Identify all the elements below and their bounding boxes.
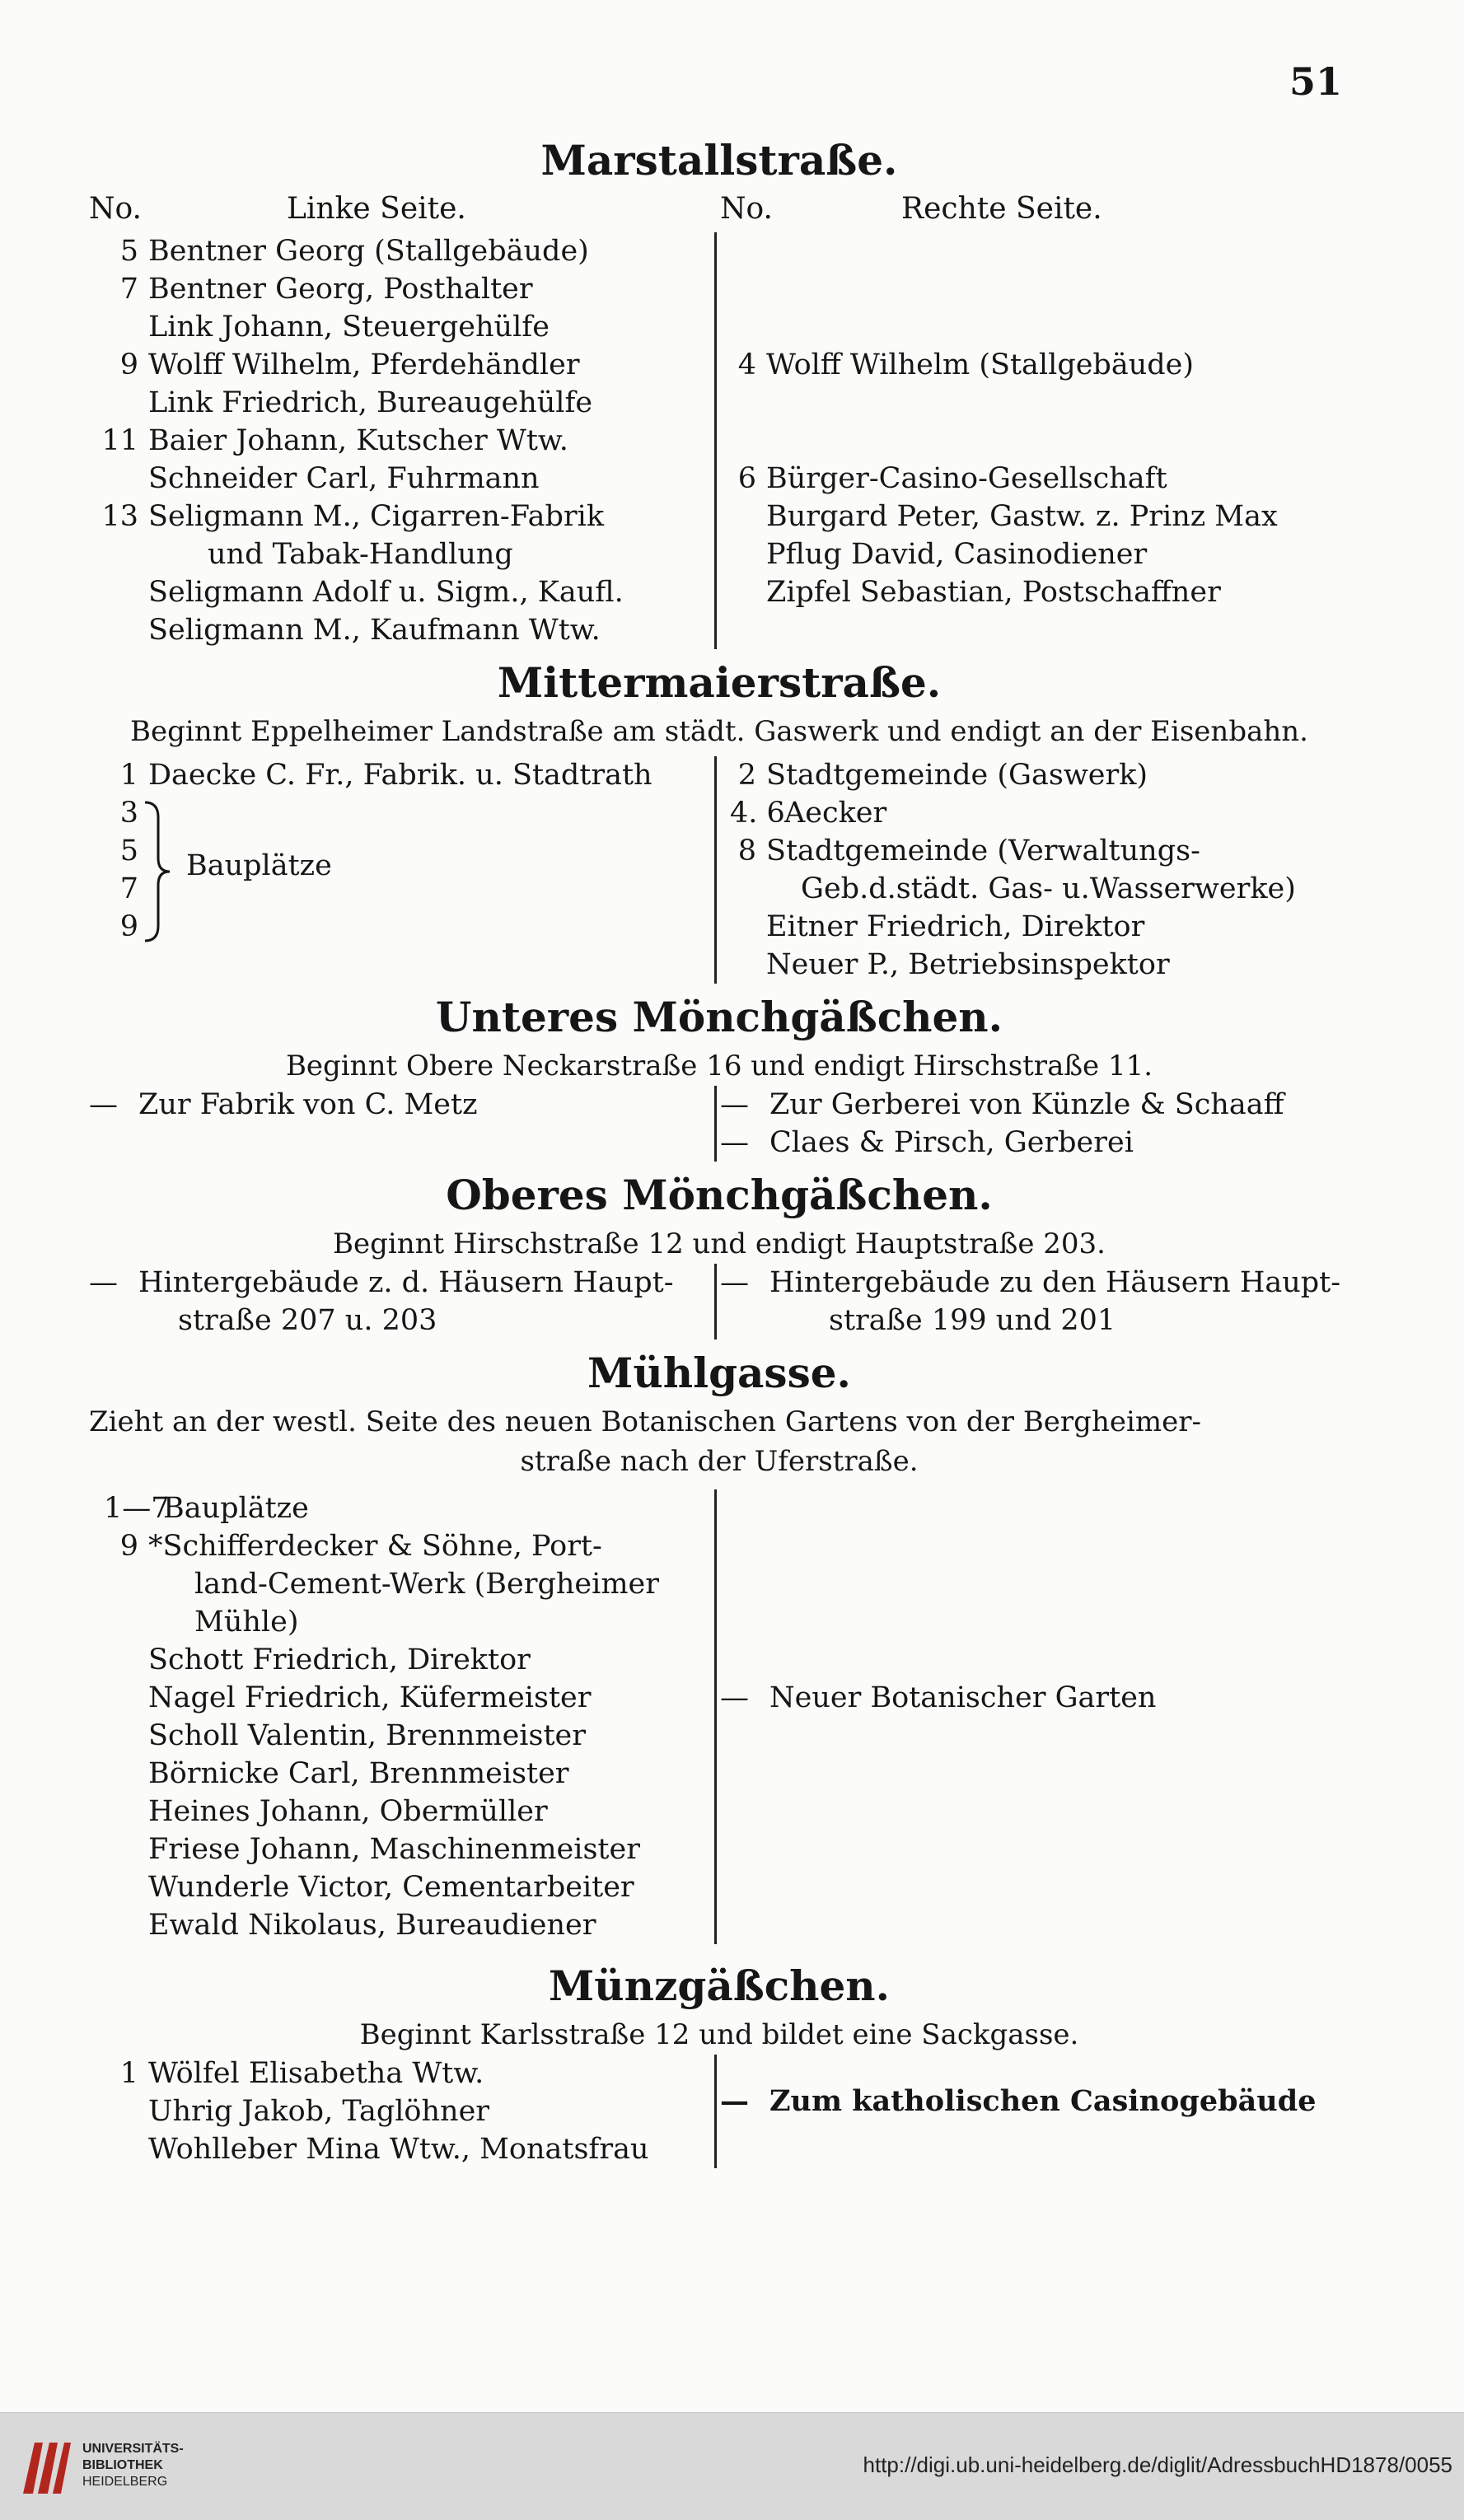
list-item: 13 Seligmann M., Cigarren-Fabrik xyxy=(101,500,605,533)
library-name: UNIVERSITÄTS- BIBLIOTHEK HEIDELBERG xyxy=(82,2442,184,2489)
list-item: Ewald Nikolaus, Bureaudiener xyxy=(148,1909,596,1942)
source-url-link[interactable]: http://digi.ub.uni-heidelberg.de/diglit/AdressbuchHD1878/0055 xyxy=(863,2452,1452,2477)
list-item: 3 xyxy=(119,797,138,830)
list-item: Schneider Carl, Fuhrmann xyxy=(148,462,540,495)
list-item: 11 Baier Johann, Kutscher Wtw. xyxy=(101,424,568,457)
bauplaetze-bracket-group xyxy=(89,794,709,946)
list-item: Schott Friedrich, Direktor xyxy=(148,1643,531,1676)
right-side-column xyxy=(717,1489,1349,1944)
left-side-column xyxy=(89,1086,717,1162)
list-item: Mühle) xyxy=(194,1606,299,1639)
list-item: Wunderle Victor, Cementarbeiter xyxy=(148,1871,634,1904)
list-item: 6 Bürger-Casino-Gesellschaft xyxy=(737,462,1167,495)
list-item: straße 207 u. 203 xyxy=(178,1304,437,1337)
street-description: Zieht an der westl. Seite des neuen Botanischen Gartens von der Bergheimer- xyxy=(89,1405,1201,1438)
list-item: — Zur Gerberei von Künzle & Schaaff xyxy=(720,1088,1284,1121)
list-item: — Neuer Botanischer Garten xyxy=(720,1681,1157,1714)
left-side-column xyxy=(89,1489,717,1944)
list-item: 9 *Schifferdecker & Söhne, Port- xyxy=(119,1530,602,1563)
footer-bar xyxy=(0,2412,1464,2520)
list-item: 1 Wölfel Elisabetha Wtw. xyxy=(119,2057,484,2090)
header-left-side: Linke Seite. xyxy=(287,192,466,226)
list-item: Link Johann, Steuergehülfe xyxy=(148,311,550,344)
list-item: — Claes & Pirsch, Gerberei xyxy=(720,1126,1134,1159)
list-item: 9 xyxy=(119,910,138,943)
street-entries-muenz xyxy=(89,2055,1349,2168)
left-side-column xyxy=(89,1264,717,1339)
list-item: Pflug David, Casinodiener xyxy=(766,538,1148,571)
university-library-logo-icon xyxy=(18,2436,76,2499)
street-description: Beginnt Obere Neckarstraße 16 und endigt Hirschstraße 11. xyxy=(285,1050,1153,1082)
page-number: 51 xyxy=(1289,59,1342,104)
list-item: Seligmann M., Kaufmann Wtw. xyxy=(148,614,601,647)
street-title-muehlgasse: Mühlgasse. xyxy=(587,1349,851,1397)
list-item: Börnicke Carl, Brennmeister xyxy=(148,1757,569,1790)
right-side-column xyxy=(717,232,1349,649)
street-entries-muehlgasse xyxy=(89,1489,1349,1944)
street-entries-mittermaier xyxy=(89,756,1349,984)
street-description: Beginnt Eppelheimer Landstraße am städt. Gaswerk und endigt an der Eisenbahn. xyxy=(130,715,1308,748)
list-item: 5 xyxy=(119,835,138,867)
street-title-muenz: Münzgäßchen. xyxy=(548,1961,891,2010)
list-item: Zipfel Sebastian, Postschaffner xyxy=(766,576,1221,609)
list-item: 7 xyxy=(119,872,138,905)
list-item: Uhrig Jakob, Taglöhner xyxy=(148,2095,490,2128)
list-item: land-Cement-Werk (Bergheimer xyxy=(194,1568,659,1601)
list-item: 5 Bentner Georg (Stallgebäude) xyxy=(119,235,589,268)
street-title-marstall: Marstallstraße. xyxy=(540,136,898,185)
right-side-column xyxy=(717,756,1349,984)
header-no-right: No. xyxy=(720,192,773,226)
street-description-cont: straße nach der Uferstraße. xyxy=(520,1445,919,1478)
list-item: — Zur Fabrik von C. Metz xyxy=(89,1088,478,1121)
list-item: Geb.d.städt. Gas- u.Wasserwerke) xyxy=(801,872,1296,905)
column-header xyxy=(89,189,1349,229)
right-side-column xyxy=(717,1264,1349,1339)
curly-brace-icon xyxy=(140,801,173,942)
right-side-column xyxy=(717,1086,1349,1162)
list-item: 2 Stadtgemeinde (Gaswerk) xyxy=(737,759,1148,792)
street-title-unteres: Unteres Mönchgäßchen. xyxy=(435,993,1003,1041)
street-entries-oberes xyxy=(89,1264,1349,1339)
street-description: Beginnt Karlsstraße 12 und bildet eine Sackgasse. xyxy=(359,2018,1079,2051)
list-item: 8 Stadtgemeinde (Verwaltungs- xyxy=(737,835,1200,867)
street-description: Beginnt Hirschstraße 12 und endigt Hauptstraße 203. xyxy=(332,1227,1106,1260)
list-item: — Hintergebäude z. d. Häusern Haupt- xyxy=(89,1266,674,1299)
list-item: und Tabak-Handlung xyxy=(208,538,513,571)
street-entries-unteres xyxy=(89,1086,1349,1162)
list-item: 7 Bentner Georg, Posthalter xyxy=(119,273,533,306)
list-item: 9 Wolff Wilhelm, Pferdehändler xyxy=(119,348,580,381)
list-item: 1 Daecke C. Fr., Fabrik. u. Stadtrath xyxy=(119,759,652,792)
list-item: 1—7 Bauplätze xyxy=(104,1492,309,1525)
directory-content xyxy=(89,132,1349,2168)
left-side-column xyxy=(89,232,717,649)
list-item: Wohlleber Mina Wtw., Monatsfrau xyxy=(148,2133,649,2166)
list-item: Friese Johann, Maschinenmeister xyxy=(148,1833,640,1866)
left-side-column xyxy=(89,2055,717,2168)
header-right-side: Rechte Seite. xyxy=(901,192,1102,226)
street-title-mittermaier: Mittermaierstraße. xyxy=(497,658,942,707)
list-item: Neuer P., Betriebsinspektor xyxy=(766,948,1170,981)
list-item: Link Friedrich, Bureaugehülfe xyxy=(148,386,593,419)
list-item: 4. 6 Aecker xyxy=(730,797,887,830)
right-side-column xyxy=(717,2055,1349,2168)
left-side-column xyxy=(89,756,717,984)
list-item: straße 199 und 201 xyxy=(829,1304,1116,1337)
street-entries-marstall xyxy=(89,232,1349,649)
list-item: Nagel Friedrich, Küfermeister xyxy=(148,1681,592,1714)
list-item: — Zum katholischen Casinogebäude xyxy=(720,2084,1317,2118)
list-item: Burgard Peter, Gastw. z. Prinz Max xyxy=(766,500,1278,533)
street-title-oberes: Oberes Mönchgäßchen. xyxy=(446,1171,993,1219)
list-item: Eitner Friedrich, Direktor xyxy=(766,910,1145,943)
list-item: Seligmann Adolf u. Sigm., Kaufl. xyxy=(148,576,624,609)
list-item: — Hintergebäude zu den Häusern Haupt- xyxy=(720,1266,1341,1299)
list-item: Heines Johann, Obermüller xyxy=(148,1795,548,1828)
list-item: 4 Wolff Wilhelm (Stallgebäude) xyxy=(737,348,1195,381)
list-item: Scholl Valentin, Brennmeister xyxy=(148,1719,586,1752)
bracket-label: Bauplätze xyxy=(186,849,332,882)
header-no-left: No. xyxy=(89,192,142,226)
